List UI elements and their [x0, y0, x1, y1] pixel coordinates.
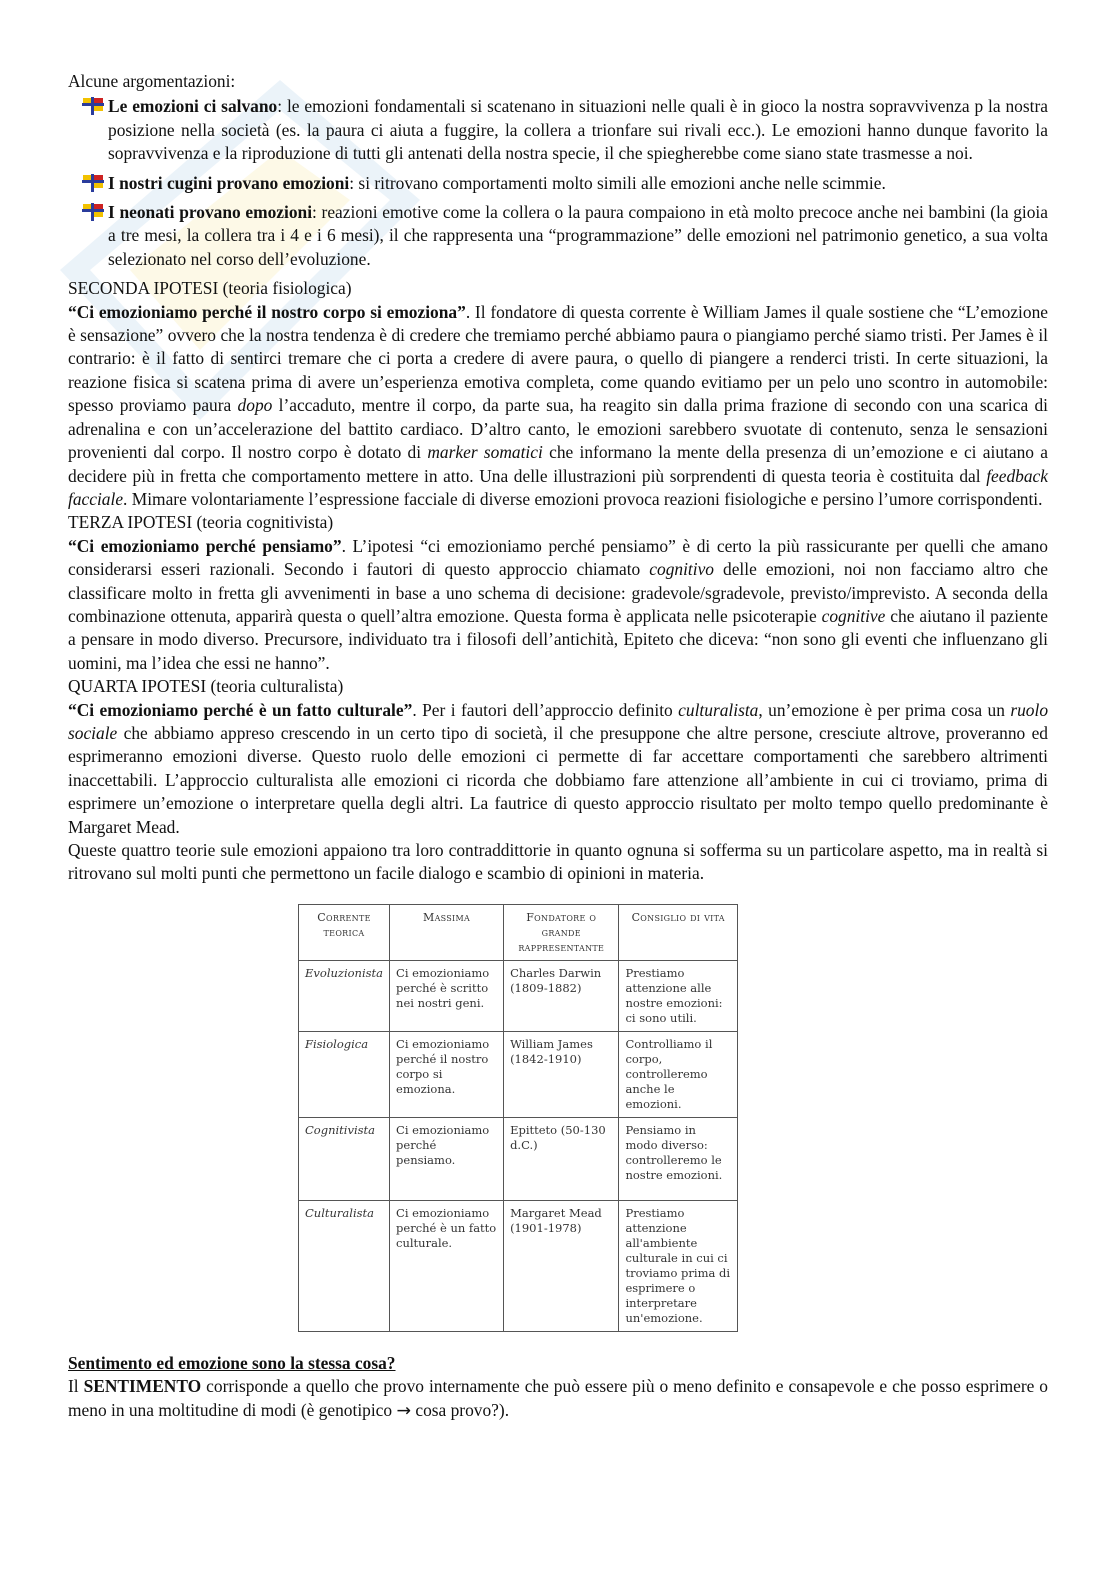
- table-cell: Charles Darwin (1809-1882): [504, 960, 619, 1031]
- paragraph-text: . Mimare volontariamente l’espressione facciale di diverse emozioni provoca reazioni fisiologiche e persino l’umore corrispondenti.: [123, 488, 1043, 509]
- sentiment-paragraph: [68, 1375, 1048, 1423]
- table-header: Massima: [390, 904, 504, 960]
- section-question-heading: Sentimento ed emozione sono la stessa cosa?: [68, 1352, 396, 1373]
- paragraph-text: corrisponde a quello che provo internamente che può essere più o meno definito e consapevole e che posso esprimere o meno in una moltitudine di modi (è genotipico: [68, 1376, 1048, 1420]
- paragraph-text: l’accaduto, mentre il corpo, da parte sua, ha reagito sin dalla prima frazione di secondo con una scarica di adrenalina e con un’accelerazione del battito cardiaco. D’altro canto, le emozioni sarebbero svuotate di contenuto, senza le sensazioni provenienti dal corpo. Il nostro corpo è dotato di: [68, 395, 1048, 463]
- hypothesis-heading: QUARTA IPOTESI (teoria culturalista): [68, 676, 344, 697]
- paragraph-text: . L’ipotesi “ci emozioniamo perché pensiamo” è di certo la più rassicurante per quelli che amano considerarsi esseri razionali. Secondo i fautori di questo approccio chiamato: [68, 535, 1048, 580]
- paragraph-text: che abbiamo appreso crescendo in un certo tipo di società, il che presuppone che altre persone, cresciute altrove, proveranno ed esprimeranno emozioni diverse. Questo ruolo delle emozioni ci permette di far accettare comportamenti che sarebbero altrimenti inaccettabili. L’approccio culturalista alle emozioni ci ricorda che dobbiamo fare attenzione all’ambiente in cui ci troviamo, prima di esprimere un’emozione o interpretare quella degli altri. La fautrice di questo approccio risultato per molto tempo quello predominante è Margaret Mead.: [68, 722, 1048, 837]
- italic-term: cognitive: [821, 605, 886, 626]
- summary-paragraph: Queste quattro teorie sule emozioni appaiono tra loro contraddittorie in quanto ognuna si sofferma su un particolare aspetto, ma in realtà si ritrovano sul molti punti che permettono un facile dialogo e scambio di opinioni in materia.: [68, 840, 1048, 884]
- argument-text: : le emozioni fondamentali si scatenano in situazioni nelle quali è in gioco la nostra sopravvivenza p la nostra posizione nella società (es. la paura ci aiuta a fuggire, la collera a trionfare sui rivali ecc.). Le emozioni hanno dunque favorito la sopravvivenza e la riproduzione di tutti gli antenati della nostra specie, il che spiegherebbe come siano state trasmesse a noi.: [108, 96, 1048, 164]
- table-cell: Evoluzionista: [299, 960, 390, 1031]
- paragraph-text: cosa provo?).: [411, 1399, 510, 1420]
- list-item: [68, 201, 1048, 271]
- table-cell: Prestiamo attenzione all'ambiente culturale in cui ci troviamo prima di esprimere o interpretare un'emozione.: [619, 1200, 738, 1331]
- table-cell: Ci emozioniamo perché è scritto nei nostri geni.: [390, 960, 504, 1031]
- table-cell: Cognitivista: [299, 1117, 390, 1200]
- table-cell: Margaret Mead (1901-1978): [504, 1200, 619, 1331]
- table-row: [299, 1117, 738, 1200]
- hypothesis-paragraph: [68, 699, 1048, 839]
- hypothesis-quote: “Ci emozioniamo perché è un fatto culturale”: [68, 699, 413, 720]
- argument-title: I nostri cugini provano emozioni: [108, 172, 350, 193]
- italic-term: ruolo sociale: [68, 699, 1049, 743]
- table-cell: Prestiamo attenzione alle nostre emozioni: ci sono utili.: [619, 960, 738, 1031]
- hypothesis-heading: SECONDA IPOTESI (teoria fisiologica): [68, 278, 352, 299]
- table-cell: Fisiologica: [299, 1031, 390, 1117]
- table-header: Fondatore o grande rappresentante: [504, 904, 619, 960]
- table-cell: Controlliamo il corpo, controlleremo anche le emozioni.: [619, 1031, 738, 1117]
- italic-term: cognitivo: [649, 559, 714, 580]
- table-row: [299, 1031, 738, 1117]
- table-cell: Ci emozioniamo perché il nostro corpo si emoziona.: [390, 1031, 504, 1117]
- argument-title: I neonati provano emozioni: [108, 202, 313, 223]
- right-arrow-icon: →: [396, 1400, 412, 1421]
- italic-term: dopo: [237, 395, 273, 416]
- document-body: [68, 70, 1048, 1423]
- hypothesis-paragraph: [68, 301, 1048, 512]
- table-row: [299, 1200, 738, 1331]
- table-header: Consiglio di vita: [619, 904, 738, 960]
- paragraph-text: che informano la mente della presenza di un’emozione e ci aiutano a decidere più in fretta che comportamento mettere in atto. Una delle illustrazioni più sorprendenti di questa teoria è costituita dal: [68, 442, 1048, 486]
- paragraph-text: che aiutano il paziente a pensare in modo diverso. Precursore, individuato tra i filosofi dell’antichità, Epiteto che diceva: “non sono gli eventi che influenzano gli uomini, ma l’idea che essi ne hanno”.: [68, 605, 1048, 673]
- table-header-row: [299, 904, 738, 960]
- bold-term: SENTIMENTO: [83, 1376, 202, 1397]
- paragraph-text: . Per i fautori dell’approccio definito: [412, 699, 679, 720]
- paragraph-text: delle emozioni, noi non facciamo altro che classificare molto in fretta gli avvenimenti in base a uno schema di decisione: gradevole/sgradevole, previsto/imprevisto. A seconda della combinazione ottenuta, apparirà questa o quell’altra emozione. Questa forma è applicata nelle psicoterapie: [68, 559, 1048, 626]
- intro-line: Alcune argomentazioni:: [68, 71, 236, 91]
- arguments-list: [68, 95, 1048, 271]
- table-cell: Culturalista: [299, 1200, 390, 1331]
- paragraph-text: . Il fondatore di questa corrente è William James il quale sostiene che “L’emozione è sensazione” ovvero che la nostra tendenza è di credere che tremiamo perché abbiamo paura o piangiamo perché siamo tristi. Per James è il contrario: è il fatto di sentirci tremare che ci porta a credere di avere paura, o quello di piangere a renderci tristi. In certe situazioni, la reazione fisica si scatena prima di avere un’esperienza emotiva completa, come quando evitiamo per un pelo uno scontro in automobile: spesso proviamo paura: [68, 301, 1049, 416]
- hypothesis-paragraph: [68, 535, 1048, 675]
- flag-bullet-icon: [82, 203, 104, 221]
- hypothesis-heading: TERZA IPOTESI (teoria cognitivista): [68, 512, 334, 533]
- italic-term: marker somatici: [427, 442, 543, 463]
- hypothesis-quote: “Ci emozioniamo perché il nostro corpo si emoziona”: [68, 301, 466, 322]
- table-cell: William James (1842-1910): [504, 1031, 619, 1117]
- hypothesis-quote: “Ci emozioniamo perché pensiamo”: [68, 535, 342, 556]
- table-cell: Ci emozioniamo perché pensiamo.: [390, 1117, 504, 1200]
- italic-term: feedback facciale: [68, 465, 1048, 509]
- table-row: [299, 960, 738, 1031]
- table-cell: Ci emozioniamo perché è un fatto culturale.: [390, 1200, 504, 1331]
- table-cell: Epitteto (50-130 d.C.): [504, 1117, 619, 1200]
- theories-table: [298, 904, 738, 1332]
- flag-bullet-icon: [82, 97, 104, 115]
- table-cell: Pensiamo in modo diverso: controlleremo le nostre emozioni.: [619, 1117, 738, 1200]
- argument-title: Le emozioni ci salvano: [108, 96, 278, 117]
- flag-bullet-icon: [82, 174, 104, 192]
- argument-text: : reazioni emotive come la collera o la paura compaiono in età molto precoce anche nei bambini (la gioia a tre mesi, la collera tra i 4 e i 6 mesi), il che rappresenta una “programmazione” delle emozioni nel patrimonio genetico, a sua volta selezionato nel corso dell’evoluzione.: [108, 202, 1048, 269]
- paragraph-text: Il: [68, 1376, 84, 1397]
- argument-text: : si ritrovano comportamenti molto simili alle emozioni anche nelle scimmie.: [349, 172, 886, 193]
- italic-term: culturalista: [678, 699, 759, 720]
- list-item: [68, 95, 1048, 165]
- table-header: Corrente teorica: [299, 904, 390, 960]
- paragraph-text: , un’emozione è per prima cosa un: [758, 699, 1011, 720]
- list-item: [68, 172, 1048, 195]
- theories-table-wrapper: [298, 904, 738, 1332]
